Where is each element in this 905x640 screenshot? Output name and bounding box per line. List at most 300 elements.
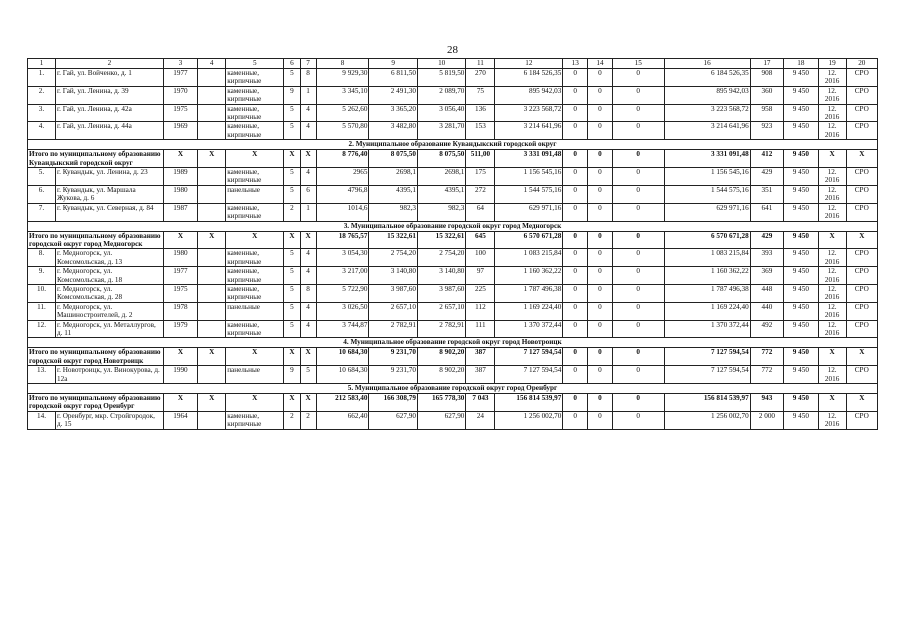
total-cell: X xyxy=(226,348,284,366)
table-cell: 3 056,40 xyxy=(417,104,465,122)
table-cell: 351 xyxy=(750,185,783,203)
total-cell: X xyxy=(846,394,877,412)
table-cell: 5 570,80 xyxy=(316,122,369,140)
total-cell: X xyxy=(198,348,226,366)
table-cell: 0 xyxy=(612,69,664,87)
table-cell: 9 450 xyxy=(784,122,818,140)
table-cell: 1977 xyxy=(163,267,197,285)
total-cell: 7 127 594,54 xyxy=(495,348,563,366)
total-cell: 7 043 xyxy=(466,394,495,412)
table-cell: 6 xyxy=(300,185,316,203)
table-cell: каменные, кирпичные xyxy=(226,203,284,221)
table-cell: 2 657,10 xyxy=(369,302,417,320)
table-cell xyxy=(198,168,226,186)
table-cell: 9 450 xyxy=(784,302,818,320)
table-cell: 2 xyxy=(284,203,300,221)
column-header: 10 xyxy=(417,59,465,69)
table-cell: 12. 2016 xyxy=(818,168,846,186)
table-cell: г. Кувандык, ул. Ленина, д. 23 xyxy=(56,168,164,186)
table-cell: 9 450 xyxy=(784,284,818,302)
table-cell: 1980 xyxy=(163,249,197,267)
column-header: 11 xyxy=(466,59,495,69)
table-cell: 12. 2016 xyxy=(818,203,846,221)
table-cell: 1 169 224,40 xyxy=(495,302,563,320)
table-cell: 1964 xyxy=(163,411,197,429)
table-cell: 4796,8 xyxy=(316,185,369,203)
table-cell: 225 xyxy=(466,284,495,302)
table-cell: 75 xyxy=(466,86,495,104)
table-cell: 3 744,87 xyxy=(316,320,369,338)
table-cell: 627,90 xyxy=(417,411,465,429)
table-row xyxy=(28,267,878,285)
table-cell: г. Гай, ул. Войченко, д. 1 xyxy=(56,69,164,87)
total-cell: X xyxy=(163,348,197,366)
table-cell: 9 450 xyxy=(784,249,818,267)
total-cell: X xyxy=(284,348,300,366)
table-cell: СРО xyxy=(846,411,877,429)
table-cell: СРО xyxy=(846,320,877,338)
section-title: 3. Муниципальное образование городской округ город Медногорск xyxy=(28,221,878,231)
table-cell: 0 xyxy=(588,86,613,104)
total-cell: X xyxy=(300,348,316,366)
table-cell: СРО xyxy=(846,122,877,140)
table-cell: 2 089,70 xyxy=(417,86,465,104)
total-cell: 7 127 594,54 xyxy=(664,348,750,366)
table-cell: 5 xyxy=(300,366,316,384)
total-cell: 156 814 539,97 xyxy=(495,394,563,412)
table-cell: 1977 xyxy=(163,69,197,87)
total-cell: 3 331 091,48 xyxy=(495,150,563,168)
table-cell: 0 xyxy=(563,320,588,338)
table-cell: 8 902,20 xyxy=(417,366,465,384)
table-cell: 5 xyxy=(284,267,300,285)
table-cell: 0 xyxy=(612,249,664,267)
table-cell: 0 xyxy=(588,411,613,429)
table-cell: 9 450 xyxy=(784,69,818,87)
total-cell: 9 450 xyxy=(784,394,818,412)
table-cell: 5 xyxy=(284,320,300,338)
total-cell: X xyxy=(163,231,197,249)
total-cell: 0 xyxy=(612,394,664,412)
table-cell: 6. xyxy=(28,185,56,203)
table-cell: 3 987,60 xyxy=(417,284,465,302)
table-cell: 6 184 526,35 xyxy=(664,69,750,87)
table-cell xyxy=(198,185,226,203)
table-cell: 1987 xyxy=(163,203,197,221)
total-label: Итого по муниципальному образованию городской округ город Медногорск xyxy=(28,231,164,249)
table-cell: 5 xyxy=(284,69,300,87)
table-cell: 5 xyxy=(284,122,300,140)
table-cell: 0 xyxy=(612,122,664,140)
table-cell: 10. xyxy=(28,284,56,302)
table-cell: 3 026,50 xyxy=(316,302,369,320)
total-cell: 943 xyxy=(750,394,783,412)
table-cell: 1 787 496,38 xyxy=(495,284,563,302)
table-cell: 136 xyxy=(466,104,495,122)
table-cell xyxy=(198,284,226,302)
section-title: 4. Муниципальное образование городской округ город Новотроицк xyxy=(28,338,878,348)
table-cell: 629 971,16 xyxy=(664,203,750,221)
column-header: 1 xyxy=(28,59,56,69)
table-cell: 5 819,50 xyxy=(417,69,465,87)
table-cell: 111 xyxy=(466,320,495,338)
table-cell: 175 xyxy=(466,168,495,186)
total-cell: 18 765,57 xyxy=(316,231,369,249)
table-cell: 112 xyxy=(466,302,495,320)
table-row xyxy=(28,284,878,302)
table-cell: 0 xyxy=(612,104,664,122)
table-cell: 5 xyxy=(284,185,300,203)
table-cell: 360 xyxy=(750,86,783,104)
table-cell: 4395,1 xyxy=(417,185,465,203)
table-cell: 627,90 xyxy=(369,411,417,429)
table-cell: 3 214 641,96 xyxy=(664,122,750,140)
table-cell: СРО xyxy=(846,267,877,285)
table-row xyxy=(28,203,878,221)
table-cell: г. Медногорск, ул. Машиностроителей, д. 2 xyxy=(56,302,164,320)
table-cell: 14. xyxy=(28,411,56,429)
table-cell: 6 184 526,35 xyxy=(495,69,563,87)
table-row xyxy=(28,86,878,104)
table-cell: 0 xyxy=(612,185,664,203)
total-cell: 0 xyxy=(563,150,588,168)
table-cell: 0 xyxy=(588,366,613,384)
table-cell: 272 xyxy=(466,185,495,203)
table-cell: 4 xyxy=(300,267,316,285)
table-cell: 0 xyxy=(612,411,664,429)
table-cell: 9 450 xyxy=(784,203,818,221)
table-cell: г. Новотроицк, ул. Винокурова, д. 12а xyxy=(56,366,164,384)
table-cell: г. Кувандык, ул. Северная, д. 84 xyxy=(56,203,164,221)
table-cell: 5 xyxy=(284,104,300,122)
table-cell: 0 xyxy=(588,284,613,302)
table-cell: 9 450 xyxy=(784,104,818,122)
column-header: 7 xyxy=(300,59,316,69)
table-row xyxy=(28,249,878,267)
table-cell: 1 544 575,16 xyxy=(664,185,750,203)
table-cell: 982,3 xyxy=(417,203,465,221)
table-cell: 0 xyxy=(563,86,588,104)
table-cell: 5 xyxy=(284,249,300,267)
table-row xyxy=(28,411,878,429)
table-cell: 12. 2016 xyxy=(818,104,846,122)
table-cell: панельные xyxy=(226,185,284,203)
table-cell: 9 450 xyxy=(784,168,818,186)
table-cell: 2 754,20 xyxy=(417,249,465,267)
table-cell: 4 xyxy=(300,168,316,186)
table-row xyxy=(28,122,878,140)
table-cell xyxy=(198,366,226,384)
table-cell: 440 xyxy=(750,302,783,320)
header-row xyxy=(28,59,878,69)
table-cell: 895 942,03 xyxy=(495,86,563,104)
table-cell: 629 971,16 xyxy=(495,203,563,221)
total-cell: 6 570 671,28 xyxy=(664,231,750,249)
table-row xyxy=(28,69,878,87)
table-cell: 2698,1 xyxy=(369,168,417,186)
table-cell: 12. 2016 xyxy=(818,86,846,104)
total-cell: X xyxy=(226,394,284,412)
table-cell: 12. 2016 xyxy=(818,411,846,429)
table-row xyxy=(28,104,878,122)
table-cell: 9 xyxy=(284,86,300,104)
table-cell: 1978 xyxy=(163,302,197,320)
table-cell: 8 xyxy=(300,69,316,87)
table-cell: 0 xyxy=(612,203,664,221)
table-cell: 1 370 372,44 xyxy=(495,320,563,338)
section-row xyxy=(28,384,878,394)
table-cell: 10 684,30 xyxy=(316,366,369,384)
table-cell: 0 xyxy=(612,86,664,104)
table-cell: каменные, кирпичные xyxy=(226,267,284,285)
total-row xyxy=(28,231,878,249)
table-cell: 0 xyxy=(563,366,588,384)
table-cell: 0 xyxy=(563,267,588,285)
table-cell: СРО xyxy=(846,284,877,302)
table-cell: 3 281,70 xyxy=(417,122,465,140)
table-cell: г. Гай, ул. Ленина, д. 42а xyxy=(56,104,164,122)
total-cell: 3 331 091,48 xyxy=(664,150,750,168)
table-cell xyxy=(198,104,226,122)
register-table xyxy=(27,58,878,430)
table-cell: 1975 xyxy=(163,104,197,122)
total-cell: 0 xyxy=(612,231,664,249)
table-cell: 1 544 575,16 xyxy=(495,185,563,203)
table-cell: 3 365,20 xyxy=(369,104,417,122)
table-cell: 492 xyxy=(750,320,783,338)
table-cell: 1 156 545,16 xyxy=(495,168,563,186)
table-cell: 12. 2016 xyxy=(818,284,846,302)
table-cell: 1 256 002,70 xyxy=(664,411,750,429)
total-cell: X xyxy=(846,231,877,249)
table-cell: 2 xyxy=(284,411,300,429)
total-cell: X xyxy=(818,394,846,412)
table-cell: 1 370 372,44 xyxy=(664,320,750,338)
table-cell: 7 127 594,54 xyxy=(495,366,563,384)
table-cell: 9 450 xyxy=(784,320,818,338)
total-cell: 9 450 xyxy=(784,348,818,366)
table-cell: СРО xyxy=(846,69,877,87)
table-row xyxy=(28,185,878,203)
total-cell: 645 xyxy=(466,231,495,249)
total-cell: X xyxy=(818,348,846,366)
table-cell: 9 450 xyxy=(784,267,818,285)
table-cell xyxy=(198,69,226,87)
section-row xyxy=(28,140,878,150)
total-row xyxy=(28,394,878,412)
table-cell: 9 xyxy=(284,366,300,384)
total-row xyxy=(28,348,878,366)
table-cell: 9 929,30 xyxy=(316,69,369,87)
table-cell xyxy=(198,203,226,221)
total-cell: X xyxy=(818,150,846,168)
table-cell: 9. xyxy=(28,267,56,285)
table-cell xyxy=(198,86,226,104)
total-cell: 15 322,61 xyxy=(417,231,465,249)
table-cell: 982,3 xyxy=(369,203,417,221)
table-cell: СРО xyxy=(846,185,877,203)
table-cell: СРО xyxy=(846,302,877,320)
table-cell: 4 xyxy=(300,104,316,122)
table-cell: 0 xyxy=(563,284,588,302)
table-cell: каменные, кирпичные xyxy=(226,411,284,429)
table-cell: каменные, кирпичные xyxy=(226,249,284,267)
table-cell: 2 782,91 xyxy=(417,320,465,338)
total-cell: X xyxy=(300,394,316,412)
table-cell: 1 xyxy=(300,86,316,104)
table-cell: 958 xyxy=(750,104,783,122)
column-header: 3 xyxy=(163,59,197,69)
table-cell xyxy=(198,411,226,429)
total-cell: 165 778,30 xyxy=(417,394,465,412)
total-cell: X xyxy=(226,150,284,168)
table-cell: 9 450 xyxy=(784,86,818,104)
total-cell: 9 231,70 xyxy=(369,348,417,366)
table-cell: 1. xyxy=(28,69,56,87)
table-cell: 24 xyxy=(466,411,495,429)
total-cell: 166 308,79 xyxy=(369,394,417,412)
total-cell: X xyxy=(198,231,226,249)
table-cell: г. Медногорск, ул. Комсомольская, д. 28 xyxy=(56,284,164,302)
total-cell: X xyxy=(163,394,197,412)
total-cell: 772 xyxy=(750,348,783,366)
table-cell: 4 xyxy=(300,302,316,320)
table-cell xyxy=(198,122,226,140)
table-cell: СРО xyxy=(846,203,877,221)
table-cell: 9 231,70 xyxy=(369,366,417,384)
table-cell: 0 xyxy=(588,168,613,186)
table-cell: 3 140,80 xyxy=(417,267,465,285)
table-cell: 0 xyxy=(612,320,664,338)
table-cell: 0 xyxy=(588,302,613,320)
table-cell: 2965 xyxy=(316,168,369,186)
total-label: Итого по муниципальному образованию Кувандыкский городской округ xyxy=(28,150,164,168)
table-cell: СРО xyxy=(846,104,877,122)
table-cell: каменные, кирпичные xyxy=(226,168,284,186)
total-cell: 0 xyxy=(588,394,613,412)
table-cell: 1 787 496,38 xyxy=(664,284,750,302)
total-cell: X xyxy=(284,394,300,412)
table-cell: 1979 xyxy=(163,320,197,338)
total-cell: 8 075,50 xyxy=(417,150,465,168)
section-row xyxy=(28,221,878,231)
table-cell: 1 160 362,22 xyxy=(664,267,750,285)
table-cell: 1 xyxy=(300,203,316,221)
total-cell: 0 xyxy=(612,348,664,366)
column-header: 20 xyxy=(846,59,877,69)
table-cell: 12. 2016 xyxy=(818,69,846,87)
total-cell: 0 xyxy=(588,231,613,249)
column-header: 16 xyxy=(664,59,750,69)
table-cell: 1975 xyxy=(163,284,197,302)
table-cell: каменные, кирпичные xyxy=(226,104,284,122)
table-cell: панельные xyxy=(226,366,284,384)
total-cell: 9 450 xyxy=(784,150,818,168)
total-cell: X xyxy=(198,394,226,412)
total-cell: 0 xyxy=(612,150,664,168)
table-cell: 0 xyxy=(588,104,613,122)
table-cell: 393 xyxy=(750,249,783,267)
column-header: 14 xyxy=(588,59,613,69)
table-cell: каменные, кирпичные xyxy=(226,69,284,87)
table-cell: 1990 xyxy=(163,366,197,384)
total-cell: 6 570 671,28 xyxy=(495,231,563,249)
table-cell: 369 xyxy=(750,267,783,285)
table-cell: г. Медногорск, ул. Комсомольская, д. 13 xyxy=(56,249,164,267)
table-row xyxy=(28,168,878,186)
total-cell: 0 xyxy=(563,348,588,366)
table-cell: г. Гай, ул. Ленина, д. 39 xyxy=(56,86,164,104)
section-row xyxy=(28,338,878,348)
table-row xyxy=(28,366,878,384)
total-cell: 511,00 xyxy=(466,150,495,168)
table-cell: 908 xyxy=(750,69,783,87)
column-header: 5 xyxy=(226,59,284,69)
table-cell: 9 450 xyxy=(784,185,818,203)
table-cell: 4395,1 xyxy=(369,185,417,203)
table-cell: г. Медногорск, ул. Комсомольская, д. 18 xyxy=(56,267,164,285)
table-cell: 2. xyxy=(28,86,56,104)
table-cell: 4 xyxy=(300,249,316,267)
table-cell: 5 262,60 xyxy=(316,104,369,122)
table-cell: 5 xyxy=(284,168,300,186)
table-cell: 2 491,30 xyxy=(369,86,417,104)
table-cell: 12. 2016 xyxy=(818,122,846,140)
table-cell: 5 xyxy=(284,302,300,320)
table-cell: 5. xyxy=(28,168,56,186)
column-header: 6 xyxy=(284,59,300,69)
table-cell: 0 xyxy=(588,122,613,140)
table-cell: 2 782,91 xyxy=(369,320,417,338)
table-cell: 1989 xyxy=(163,168,197,186)
table-cell: 3 054,30 xyxy=(316,249,369,267)
total-cell: 0 xyxy=(563,231,588,249)
table-cell: 2 657,10 xyxy=(417,302,465,320)
table-cell: 0 xyxy=(563,249,588,267)
table-cell: 662,40 xyxy=(316,411,369,429)
total-cell: X xyxy=(198,150,226,168)
table-cell: 12. 2016 xyxy=(818,320,846,338)
table-cell: 5 722,90 xyxy=(316,284,369,302)
table-cell: 3 987,60 xyxy=(369,284,417,302)
table-cell: 3 217,00 xyxy=(316,267,369,285)
table-cell: 1 256 002,70 xyxy=(495,411,563,429)
table-cell: 1014,6 xyxy=(316,203,369,221)
table-cell: 3 482,80 xyxy=(369,122,417,140)
table-cell: 12. xyxy=(28,320,56,338)
table-cell: 97 xyxy=(466,267,495,285)
column-header: 9 xyxy=(369,59,417,69)
column-header: 17 xyxy=(750,59,783,69)
table-cell: 3 223 568,72 xyxy=(495,104,563,122)
table-cell: 7. xyxy=(28,203,56,221)
total-cell: 15 322,61 xyxy=(369,231,417,249)
total-cell: 8 902,20 xyxy=(417,348,465,366)
table-cell: 1 169 224,40 xyxy=(664,302,750,320)
table-cell: 0 xyxy=(563,69,588,87)
column-header: 19 xyxy=(818,59,846,69)
table-cell: 3. xyxy=(28,104,56,122)
column-header: 8 xyxy=(316,59,369,69)
table-cell: 772 xyxy=(750,366,783,384)
total-cell: 8 776,40 xyxy=(316,150,369,168)
column-header: 13 xyxy=(563,59,588,69)
table-cell: 9 450 xyxy=(784,411,818,429)
table-cell: 11. xyxy=(28,302,56,320)
table-cell: 0 xyxy=(563,411,588,429)
total-cell: 429 xyxy=(750,231,783,249)
table-cell: 4. xyxy=(28,122,56,140)
